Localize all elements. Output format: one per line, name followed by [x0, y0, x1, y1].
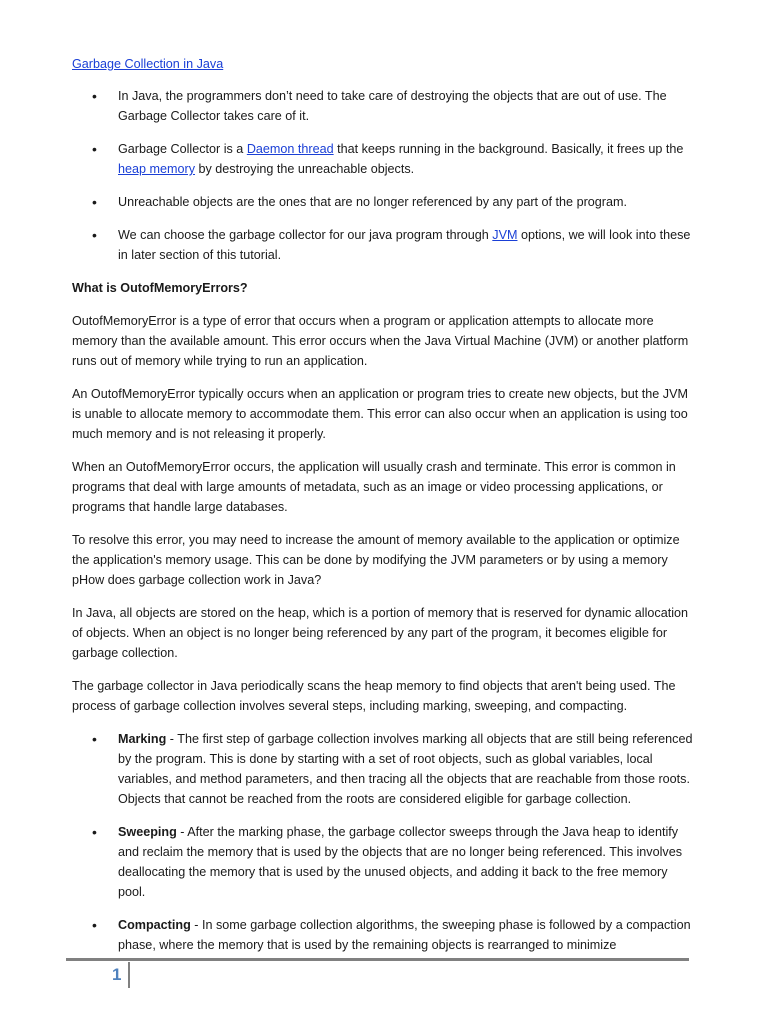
step-text: - The first step of garbage collection involves marking all objects that are still being referenced by the program. This is done by starting with a set of root objects, such as global variables, local variables, and method parameters, and then tracing all the objects that are reachable from those roots. Objects that cannot be reached from the roots are considered eligible for garbage collection.	[118, 732, 693, 806]
bullet-text: Garbage Collector is a	[118, 142, 247, 156]
step-term: Compacting	[118, 918, 191, 932]
bullet-icon: •	[92, 88, 97, 104]
document-page	[72, 54, 698, 968]
footer-divider	[66, 958, 689, 961]
bullet-text: by destroying the unreachable objects.	[195, 162, 415, 176]
bullet-text: We can choose the garbage collector for our java program through	[118, 228, 493, 242]
bullet-text: Unreachable objects are the ones that are no longer referenced by any part of the program.	[118, 195, 627, 209]
list-item	[72, 729, 698, 809]
step-text: - After the marking phase, the garbage collector sweeps through the Java heap to identify and reclaim the memory that is used by the objects that are no longer being referenced. This involves deallocating the memory that is used by the unused objects, and adding it back to the free memory pool.	[118, 825, 682, 899]
list-item	[72, 139, 698, 179]
page-number: 1	[112, 965, 122, 984]
paragraph: When an OutofMemoryError occurs, the application will usually crash and terminate. This error is common in programs that deal with large amounts of metadata, such as an image or video processing applications, or programs that handle large databases.	[72, 460, 676, 514]
paragraph: To resolve this error, you may need to increase the amount of memory available to the application or optimize the application's memory usage. This can be done by modifying the JVM parameters or by using a memory pHow does garbage collection work in Java?	[72, 533, 680, 587]
paragraph: OutofMemoryError is a type of error that occurs when a program or application attempts to allocate more memory than the available amount. This error occurs when the Java Virtual Machine (JVM) or another platform runs out of memory while trying to run an application.	[72, 314, 689, 368]
jvm-link[interactable]: JVM	[492, 228, 518, 242]
bullet-text: options, we will look into these in later section of this tutorial.	[118, 228, 691, 262]
intro-bullet-list	[72, 86, 698, 265]
bullet-text: In Java, the programmers don’t need to take care of destroying the objects that are out of use. The Garbage Collector takes care of it.	[118, 89, 667, 123]
list-item	[72, 915, 698, 955]
bullet-text: that keeps running in the background. Basically, it frees up the	[333, 142, 684, 156]
paragraph: In Java, all objects are stored on the heap, which is a portion of memory that is reserved for dynamic allocation of objects. When an object is no longer being referenced by any part of the program, it becomes eligible for garbage collection.	[72, 606, 689, 660]
doc-title-link[interactable]: Garbage Collection in Java	[72, 57, 224, 71]
bullet-icon: •	[92, 917, 97, 933]
steps-bullet-list	[72, 729, 698, 955]
list-item	[72, 822, 698, 902]
step-term: Sweeping	[118, 825, 177, 839]
heap-memory-link[interactable]: heap memory	[118, 162, 195, 176]
list-item	[72, 192, 698, 212]
bullet-icon: •	[92, 227, 97, 243]
paragraph: The garbage collector in Java periodically scans the heap memory to find objects that aren't being used. The process of garbage collection involves several steps, including marking, sweeping, and compacting.	[72, 679, 676, 713]
step-term: Marking	[118, 732, 167, 746]
list-item	[72, 225, 698, 265]
bullet-icon: •	[92, 731, 97, 747]
bullet-icon: •	[92, 141, 97, 157]
bullet-icon: •	[92, 194, 97, 210]
daemon-thread-link[interactable]: Daemon thread	[246, 142, 334, 156]
list-item	[72, 86, 698, 126]
step-text: - In some garbage collection algorithms, the sweeping phase is followed by a compaction phase, where the memory that is used by the remaining objects is rearranged to minimize	[118, 918, 691, 952]
section-heading: What is OutofMemoryErrors?	[72, 281, 248, 295]
bullet-icon: •	[92, 824, 97, 840]
paragraph: An OutofMemoryError typically occurs when an application or program tries to create new objects, but the JVM is unable to allocate memory to accommodate them. This error can also occur when an application is using too much memory and is not releasing it properly.	[72, 387, 688, 441]
footer-vertical-divider	[128, 962, 130, 988]
